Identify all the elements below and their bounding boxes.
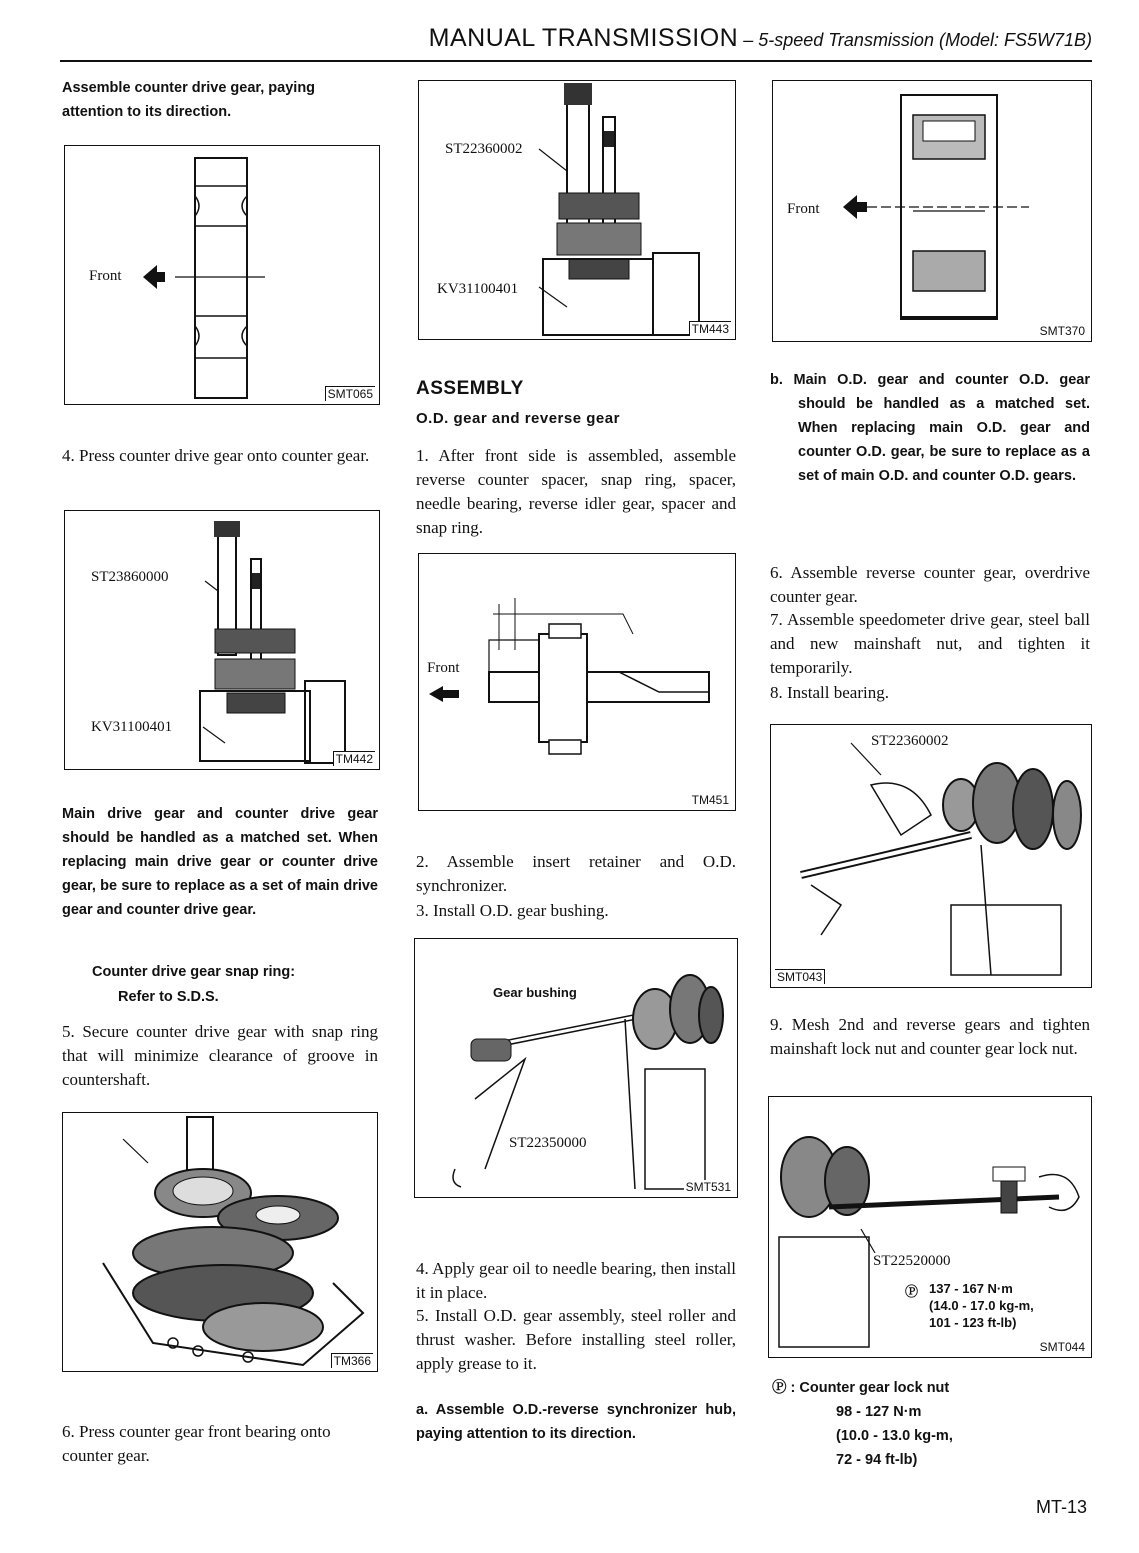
torque-spec-icon: Ⓟ [905,1281,918,1300]
fig-code: SMT044 [1039,1340,1085,1354]
torque-value-nm: 98 - 127 N·m [836,1404,922,1420]
step-6-press-front-bearing: 6. Press counter gear front bearing onto counter gear. [62,1422,331,1465]
fig-label-front: Front [787,201,820,217]
header-title [429,24,1092,53]
header-subtitle: – 5-speed Transmission (Model: FS5W71B) [738,30,1092,50]
step-5-secure-snap-ring: 5. Secure counter drive gear with snap ring that will minimize clearance of groove in countershaft. [62,1022,378,1089]
bushing-install-drawing [415,939,737,1197]
fig-label-st22360002: ST22360002 [445,141,523,157]
step-8-install-bearing: 8. Install bearing. [770,683,889,702]
note-matched-set: Main drive gear and counter drive gear should be handled as a matched set. When replacing main drive gear or counter drive gear, be sure to replace as a set of main drive gear and counter drive gear. [62,806,378,918]
figure-od-gear-direction [772,80,1092,342]
step-9-mesh-gears-tighten: 9. Mesh 2nd and reverse gears and tighten mainshaft lock nut and counter gear lock nut. [770,1015,1090,1058]
fig-label-gear-bushing: Gear bushing [493,985,577,1000]
header-main-title: MANUAL TRANSMISSION [428,24,739,52]
fig-label-st22350000: ST22350000 [509,1135,587,1151]
fig-torque-nm: 137 - 167 N·m [929,1281,1013,1296]
step-4-apply-gear-oil: 4. Apply gear oil to needle bearing, then install it in place. [416,1259,736,1302]
snap-ring-title: Counter drive gear snap ring: [92,964,296,980]
note-b-matched-od-set: b. Main O.D. gear and counter O.D. gear should be handled as a matched set. When replacing main O.D. gear and counter O.D. gear, be sure to replace as a set of main O.D. and counter O.D. gears. [770,372,1090,484]
fig-torque-ftlb: 101 - 123 ft-lb) [929,1315,1017,1330]
fig-label-front: Front [427,660,460,676]
fig-code: TM442 [333,751,375,766]
torque-spec-icon: Ⓟ [772,1380,787,1396]
fig-code: SMT043 [775,969,825,984]
snap-ring-reference: Refer to S.D.S. [118,989,219,1005]
section-heading-assembly [416,378,736,400]
figure-tighten-lock-nut [768,1096,1092,1358]
bearing-install-drawing [771,725,1091,987]
heading-assembly: ASSEMBLY [416,378,524,399]
fig-code: SMT531 [685,1180,731,1194]
figure-counter-drive-gear-direction [64,145,380,405]
idler-gear-drawing [419,554,735,810]
fig-label-st22520000: ST22520000 [873,1253,951,1269]
step-5-install-od-gear: 5. Install O.D. gear assembly, steel roller and thrust washer. Before installing steel roller, apply grease to it. [416,1306,736,1373]
figure-install-bearing [770,724,1092,988]
front-arrow-icon [843,195,867,219]
fig-code: SMT065 [325,386,375,401]
fig-label-front: Front [89,268,122,284]
step-4-press-counter-drive-gear: 4. Press counter drive gear onto counter gear. [62,446,370,465]
fig-label-st23860000: ST23860000 [91,569,169,585]
step-2-assemble-insert-retainer: 2. Assemble insert retainer and O.D. synchronizer. [416,852,736,895]
torque-label: : Counter gear lock nut [790,1380,950,1396]
fig-label-kv31100401: KV31100401 [91,719,173,735]
fig-code: TM366 [331,1353,373,1368]
step-3-install-gear-bushing: 3. Install O.D. gear bushing. [416,901,609,920]
fig-code: TM443 [689,321,731,336]
torque-callout [772,1376,949,1400]
section-subheading [416,410,736,427]
page-number: MT-13 [1035,1497,1087,1517]
press-tool-drawing [419,81,735,339]
figure-reverse-idler-gear [418,553,736,811]
od-gear-drawing [773,81,1091,341]
fig-label-kv31100401: KV31100401 [437,281,519,297]
torque-value-kgm: (10.0 - 13.0 kg-m, [836,1428,953,1444]
page-header [60,22,1092,62]
fig-torque-kgm: (14.0 - 17.0 kg-m, [929,1298,1034,1313]
front-arrow-icon [143,265,165,289]
fig-label-st22360002: ST22360002 [871,733,949,749]
torque-value-ftlb: 72 - 94 ft-lb) [836,1452,918,1468]
fig-code: SMT370 [1039,324,1085,338]
gear-assembly-drawing [63,1113,377,1371]
intro-instruction: Assemble counter drive gear, paying attention to its direction. [62,80,316,120]
figure-press-tool-tm443 [418,80,736,340]
step-1-assemble-reverse-counter: 1. After front side is assembled, assemble reverse counter spacer, snap ring, spacer, needle bearing, reverse idler gear, spacer and snap ring. [416,446,736,537]
figure-press-counter-drive-gear [64,510,380,770]
front-arrow-icon [429,686,459,702]
note-a-synchronizer-hub: a. Assemble O.D.-reverse synchronizer hub, paying attention to its direction. [416,1402,736,1442]
subheading-od-gear-reverse-gear: O.D. gear and reverse gear [416,410,620,427]
step-6-assemble-reverse-counter-gear: 6. Assemble reverse counter gear, overdrive counter gear. [770,563,1090,606]
figure-counter-gear-assembly [62,1112,378,1372]
fig-code: TM451 [691,793,729,807]
step-7-assemble-speedometer-gear: 7. Assemble speedometer drive gear, steel ball and new mainshaft nut, and tighten it temporarily. [770,610,1090,677]
figure-gear-bushing-install [414,938,738,1198]
